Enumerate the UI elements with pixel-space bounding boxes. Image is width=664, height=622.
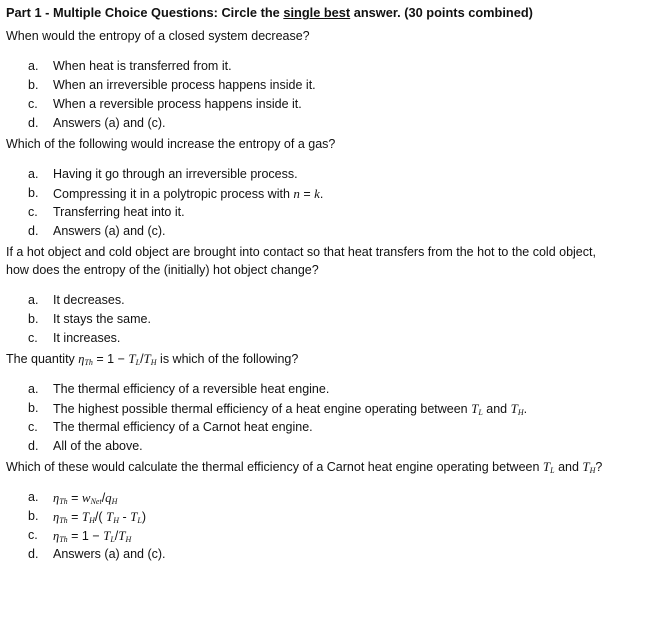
option-2a[interactable]: a. Having it go through an irreversible process. bbox=[28, 167, 298, 181]
question-2-options bbox=[28, 165, 658, 241]
question-4: The quantity $\eta_{Th} = 1 - T_L/T_H$ is which of the following? bbox=[6, 351, 299, 367]
question-4-options bbox=[28, 380, 658, 456]
option-4d[interactable]: d. All of the above. bbox=[28, 439, 143, 453]
option-3a[interactable]: a. It decreases. bbox=[28, 293, 125, 307]
option-1c[interactable]: c. When a reversible process happens inside it. bbox=[28, 97, 302, 111]
option-5c[interactable]: c. $\eta_{Th} = 1 - T_L/T_H$ bbox=[28, 528, 132, 544]
option-1b[interactable]: b. When an irreversible process happens inside it. bbox=[28, 78, 316, 92]
question-5: Which of these would calculate the thermal efficiency of a Carnot heat engine operating between $T_L$ and $T_H$? bbox=[6, 459, 603, 475]
option-2c[interactable]: c. Transferring heat into it. bbox=[28, 205, 185, 219]
question-1: When would the entropy of a closed system decrease? bbox=[6, 29, 310, 43]
option-5b[interactable]: b. $\eta_{Th} = T_H/$( $T_H - T_L$) bbox=[28, 509, 147, 525]
formula-5a: $\eta_{Th} = w_{Net}/q_H$ bbox=[53, 490, 118, 506]
option-1a[interactable]: a. When heat is transferred from it. bbox=[28, 59, 232, 73]
formula-5c: $\eta_{Th} = 1 - T_L/T_H$ bbox=[53, 528, 132, 544]
page-title: Part 1 - Multiple Choice Questions: Circle the single best answer. (30 points combined) bbox=[6, 5, 533, 20]
option-4a[interactable]: a. The thermal efficiency of a reversible heat engine. bbox=[28, 382, 330, 396]
formula-5b: $\eta_{Th} = T_H/$( $T_H - T_L$) bbox=[53, 509, 147, 525]
option-4c[interactable]: c. The thermal efficiency of a Carnot heat engine. bbox=[28, 420, 313, 434]
option-5d[interactable]: d. Answers (a) and (c). bbox=[28, 547, 166, 561]
option-1d[interactable]: d. Answers (a) and (c). bbox=[28, 116, 166, 130]
option-3b[interactable]: b. It stays the same. bbox=[28, 312, 151, 326]
title-emphasis: single best bbox=[283, 5, 351, 20]
question-3: If a hot object and cold object are brought into contact so that heat transfers from the hot to the cold object, how does the entropy of the (initially) hot object change? bbox=[6, 245, 596, 277]
option-5a[interactable]: a. $\eta_{Th} = w_{Net}/q_H$ bbox=[28, 490, 118, 506]
option-3c[interactable]: c. It increases. bbox=[28, 331, 121, 345]
option-2d[interactable]: d. Answers (a) and (c). bbox=[28, 224, 166, 238]
document bbox=[6, 5, 658, 564]
option-2b[interactable]: b. Compressing it in a polytropic process with n = k. bbox=[28, 186, 324, 201]
question-1-options bbox=[28, 57, 658, 133]
question-3-options bbox=[28, 291, 658, 348]
question-2: Which of the following would increase the entropy of a gas? bbox=[6, 137, 336, 151]
option-4b[interactable]: b. The highest possible thermal efficiency of a heat engine operating between $T_L$ and $T_H$. bbox=[28, 401, 528, 417]
question-5-options bbox=[28, 488, 658, 564]
